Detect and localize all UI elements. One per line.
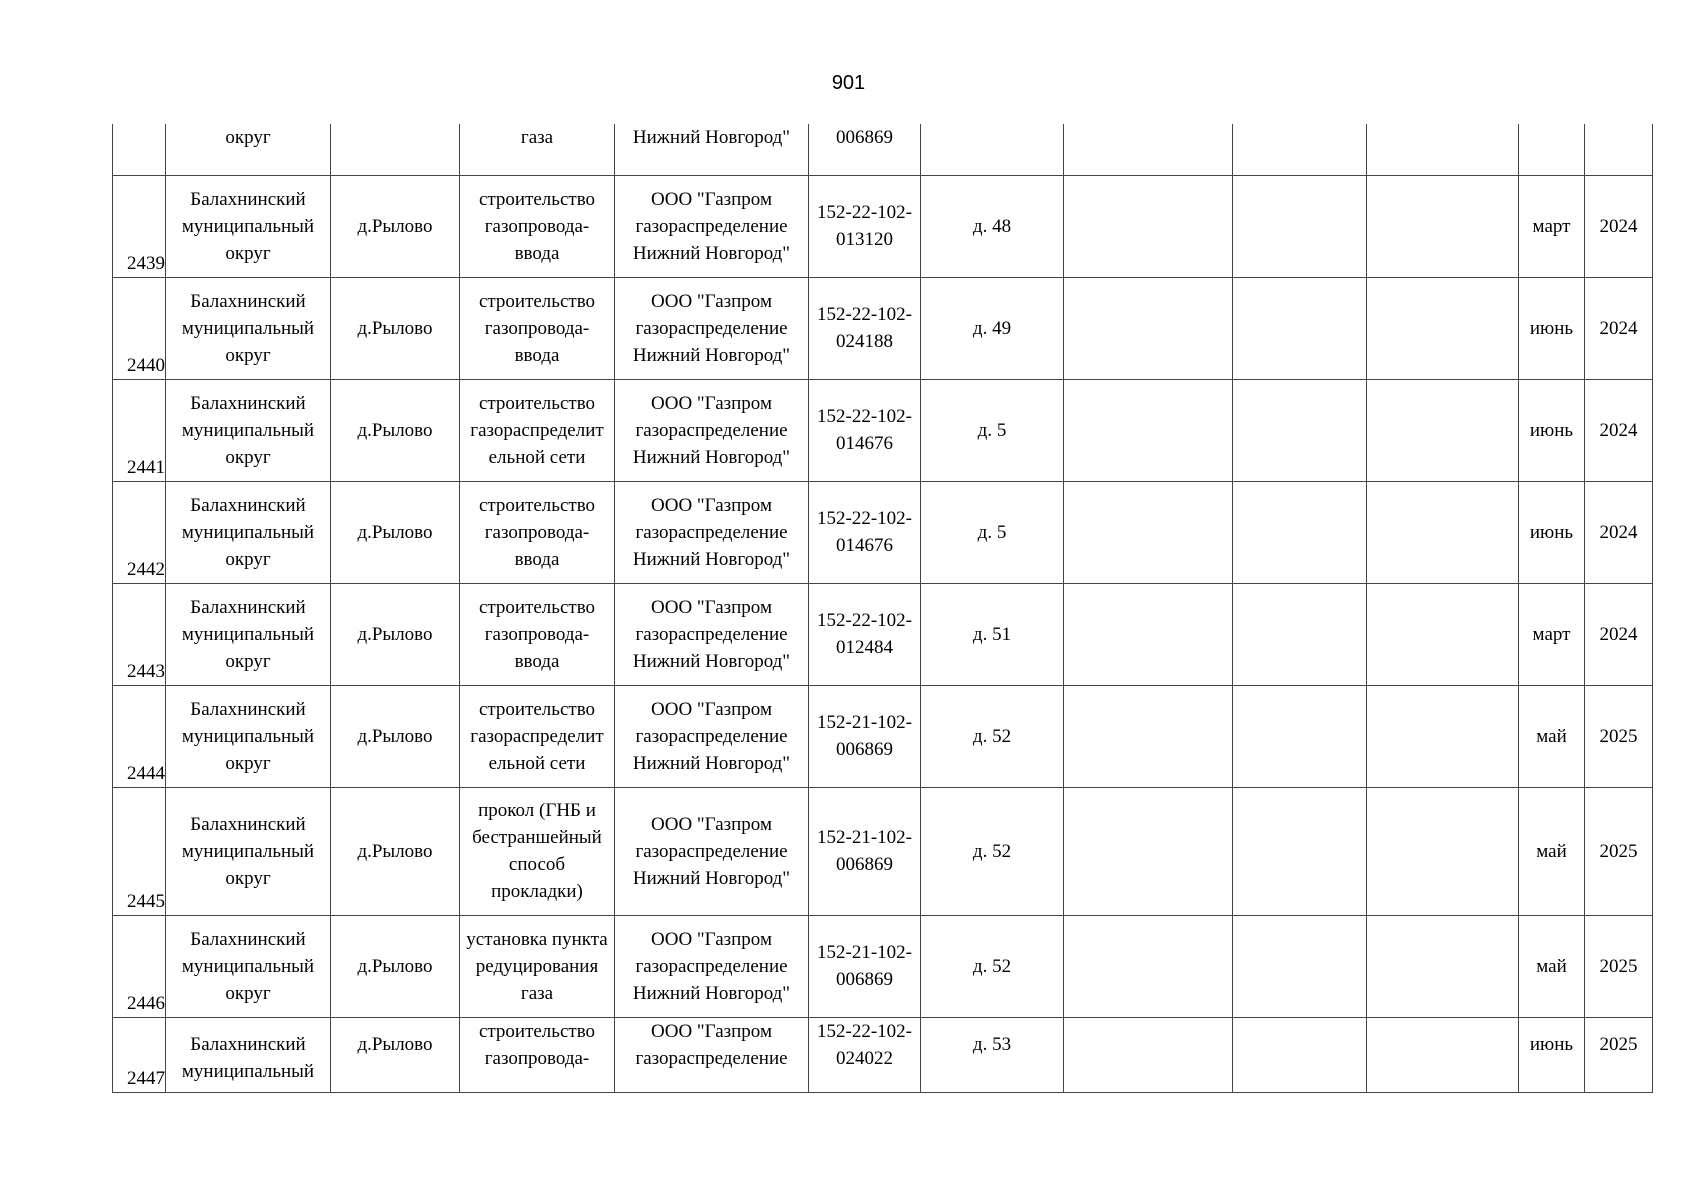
cell-empty xyxy=(1064,175,1233,277)
cell-district xyxy=(166,787,331,915)
cell-month: июнь xyxy=(1519,1017,1585,1092)
cell-year: 2024 xyxy=(1585,277,1653,379)
cell-address: д. 52 xyxy=(921,915,1064,1017)
cell-district-line: округ xyxy=(225,867,271,889)
cell-empty xyxy=(1233,481,1367,583)
table-row xyxy=(113,915,1653,1017)
cell-district xyxy=(166,583,331,685)
cell-organization-line: газораспределение xyxy=(635,623,788,645)
cell-district-line: муниципальный xyxy=(181,725,315,747)
cell-work-type-line: газопровода- xyxy=(484,215,590,237)
cell-document-number-line: 024188 xyxy=(836,331,893,352)
cell-empty xyxy=(1064,915,1233,1017)
cell-year: 2024 xyxy=(1585,583,1653,685)
cell-empty xyxy=(1233,787,1367,915)
cell-organization-line: Нижний Новгород" xyxy=(632,867,791,889)
cell-work-type xyxy=(460,379,615,481)
cell-work-type xyxy=(460,277,615,379)
cell-district-line: муниципальный xyxy=(181,955,315,977)
cell-locality: д.Рылово xyxy=(331,1017,460,1092)
cell-empty xyxy=(1367,685,1519,787)
cell-work-type-line: бестраншейный xyxy=(472,827,602,848)
cell-empty xyxy=(1064,124,1233,175)
cell-num: 2442 xyxy=(113,481,166,583)
table-row xyxy=(113,685,1653,787)
cell-empty xyxy=(1367,379,1519,481)
cell-organization-line: Нижний Новгород" xyxy=(632,982,791,1004)
cell-month: май xyxy=(1519,685,1585,787)
cell-district-line: Балахнинский xyxy=(190,188,306,210)
cell-month: июнь xyxy=(1519,277,1585,379)
cell-organization xyxy=(615,787,809,915)
cell-num: 2441 xyxy=(113,379,166,481)
cell-year: 2024 xyxy=(1585,175,1653,277)
cell-organization xyxy=(615,379,809,481)
cell-empty xyxy=(1367,1017,1519,1092)
cell-organization-line: Нижний Новгород" xyxy=(632,650,791,672)
cell-empty xyxy=(1064,685,1233,787)
cell-work-type-line: строительство xyxy=(478,392,596,414)
cell-month: июнь xyxy=(1519,481,1585,583)
cell-work-type-line: ввода xyxy=(514,548,560,570)
cell-work-type xyxy=(460,175,615,277)
cell-num: 2444 xyxy=(113,685,166,787)
cell-document-number-line: 152-22-102- xyxy=(817,610,912,631)
cell-empty xyxy=(1233,175,1367,277)
cell-work-type-line: установка пункта xyxy=(466,928,608,950)
cell-organization xyxy=(615,175,809,277)
cell-document-number-line: 152-21-102- xyxy=(817,827,912,848)
cell-address: д. 52 xyxy=(921,787,1064,915)
page-number: 901 xyxy=(831,72,866,94)
cell-year xyxy=(1585,124,1653,175)
cell-district-line: округ xyxy=(225,446,271,468)
cell-work-type-line: прокладки) xyxy=(491,881,583,902)
cell-organization-line: Нижний Новгород" xyxy=(632,242,791,264)
cell-document-number xyxy=(809,481,921,583)
cell-document-number xyxy=(809,1017,921,1092)
cell-work-type-line: прокол (ГНБ и xyxy=(478,800,596,821)
cell-month: март xyxy=(1519,175,1585,277)
cell-work-type-line: ввода xyxy=(514,344,560,366)
cell-district-line: округ xyxy=(225,752,271,774)
cell-num: 2445 xyxy=(113,787,166,915)
cell-organization: Нижний Новгород" xyxy=(615,124,809,175)
table-row xyxy=(113,583,1653,685)
cell-district-line: муниципальный xyxy=(181,840,315,862)
cell-organization-line: ООО "Газпром xyxy=(651,392,772,414)
cell-organization-line: ООО "Газпром xyxy=(651,188,772,210)
table-row-continuation xyxy=(113,124,1653,175)
cell-district xyxy=(166,379,331,481)
cell-organization-line: ООО "Газпром xyxy=(651,596,772,618)
cell-work-type-line: газопровода- xyxy=(484,317,590,339)
cell-work-type-line: строительство xyxy=(478,1020,596,1042)
cell-document-number: 006869 xyxy=(809,124,921,175)
cell-address: д. 51 xyxy=(921,583,1064,685)
cell-address: д. 53 xyxy=(921,1017,1064,1092)
cell-document-number-line: 152-21-102- xyxy=(817,712,912,733)
cell-district-line: округ xyxy=(225,344,271,366)
cell-num: 2446 xyxy=(113,915,166,1017)
cell-locality: д.Рылово xyxy=(331,583,460,685)
cell-document-number-line: 006869 xyxy=(836,739,893,760)
cell-address: д. 52 xyxy=(921,685,1064,787)
cell-organization-line: газораспределение xyxy=(635,317,788,339)
cell-num xyxy=(113,124,166,175)
cell-work-type-line: газораспределит xyxy=(470,419,604,441)
cell-organization-line: ООО "Газпром xyxy=(651,928,772,950)
cell-empty xyxy=(1233,685,1367,787)
cell-district: округ xyxy=(166,124,331,175)
cell-work-type xyxy=(460,481,615,583)
cell-empty xyxy=(1367,277,1519,379)
cell-work-type-line: ввода xyxy=(514,650,560,672)
cell-document-number-line: 006869 xyxy=(836,969,893,990)
cell-num: 2439 xyxy=(113,175,166,277)
cell-district xyxy=(166,277,331,379)
cell-work-type-line: газопровода- xyxy=(484,623,590,645)
table-row xyxy=(113,379,1653,481)
cell-document-number xyxy=(809,583,921,685)
cell-empty xyxy=(1233,277,1367,379)
cell-work-type-line: строительство xyxy=(478,698,596,720)
cell-organization-line: газораспределение xyxy=(635,1047,788,1069)
cell-num: 2443 xyxy=(113,583,166,685)
cell-organization-line: Нижний Новгород" xyxy=(632,446,791,468)
cell-organization-line: газораспределение xyxy=(635,419,788,441)
cell-district xyxy=(166,481,331,583)
cell-document-number xyxy=(809,915,921,1017)
cell-work-type-line: строительство xyxy=(478,188,596,210)
cell-organization xyxy=(615,1017,809,1092)
cell-document-number-line: 024022 xyxy=(836,1047,893,1069)
cell-organization-line: ООО "Газпром xyxy=(651,813,772,835)
cell-document-number-line: 012484 xyxy=(836,637,893,658)
cell-address: д. 5 xyxy=(921,379,1064,481)
cell-work-type xyxy=(460,583,615,685)
cell-document-number xyxy=(809,379,921,481)
cell-document-number xyxy=(809,277,921,379)
cell-month: май xyxy=(1519,915,1585,1017)
cell-district-line: муниципальный xyxy=(181,623,315,645)
cell-district-line: муниципальный xyxy=(181,215,315,237)
cell-document-number-line: 014676 xyxy=(836,433,893,454)
cell-work-type: газа xyxy=(460,124,615,175)
cell-month xyxy=(1519,124,1585,175)
cell-organization xyxy=(615,583,809,685)
cell-work-type-line: строительство xyxy=(478,596,596,618)
cell-locality: д.Рылово xyxy=(331,915,460,1017)
cell-locality xyxy=(331,124,460,175)
cell-address: д. 49 xyxy=(921,277,1064,379)
cell-work-type xyxy=(460,685,615,787)
cell-district-line: Балахнинский xyxy=(190,1033,306,1055)
cell-num: 2440 xyxy=(113,277,166,379)
cell-empty xyxy=(1233,583,1367,685)
cell-empty xyxy=(1064,379,1233,481)
table-row xyxy=(113,175,1653,277)
cell-district-line: Балахнинский xyxy=(190,596,306,618)
cell-month: март xyxy=(1519,583,1585,685)
cell-district-line: округ xyxy=(225,242,271,264)
cell-locality: д.Рылово xyxy=(331,277,460,379)
cell-month: июнь xyxy=(1519,379,1585,481)
cell-year: 2025 xyxy=(1585,685,1653,787)
table-row xyxy=(113,481,1653,583)
cell-year: 2025 xyxy=(1585,1017,1653,1092)
cell-work-type-line: газа xyxy=(520,982,554,1004)
cell-document-number-line: 152-22-102- xyxy=(817,508,912,529)
cell-district-line: Балахнинский xyxy=(190,698,306,720)
cell-empty xyxy=(1064,583,1233,685)
cell-district-line: муниципальный xyxy=(181,419,315,441)
cell-organization xyxy=(615,915,809,1017)
cell-organization-line: Нижний Новгород" xyxy=(632,548,791,570)
cell-document-number-line: 152-22-102- xyxy=(817,1020,912,1042)
cell-district-line: муниципальный xyxy=(181,521,315,543)
cell-work-type-line: строительство xyxy=(478,290,596,312)
cell-empty xyxy=(1064,787,1233,915)
cell-empty xyxy=(1367,481,1519,583)
cell-district xyxy=(166,175,331,277)
cell-district-line: муниципальный xyxy=(181,317,315,339)
cell-organization-line: ООО "Газпром xyxy=(651,1020,772,1042)
cell-year: 2025 xyxy=(1585,915,1653,1017)
cell-district-line: округ xyxy=(225,650,271,672)
cell-empty xyxy=(1064,277,1233,379)
cell-year: 2024 xyxy=(1585,379,1653,481)
cell-work-type-line: ельной сети xyxy=(488,752,586,774)
cell-work-type-line: способ xyxy=(508,854,566,875)
cell-organization xyxy=(615,277,809,379)
cell-num: 2447 xyxy=(113,1017,166,1092)
cell-organization-line: газораспределение xyxy=(635,840,788,862)
cell-district-line: округ xyxy=(225,982,271,1004)
cell-organization-line: газораспределение xyxy=(635,725,788,747)
cell-document-number xyxy=(809,175,921,277)
cell-district xyxy=(166,685,331,787)
cell-address xyxy=(921,124,1064,175)
cell-empty xyxy=(1367,787,1519,915)
cell-document-number xyxy=(809,685,921,787)
cell-district-line: Балахнинский xyxy=(190,494,306,516)
register-table xyxy=(112,124,1653,1093)
cell-organization-line: ООО "Газпром xyxy=(651,698,772,720)
cell-organization-line: Нижний Новгород" xyxy=(632,344,791,366)
cell-district-line: округ xyxy=(225,548,271,570)
cell-document-number-line: 013120 xyxy=(836,229,893,250)
cell-district-line: Балахнинский xyxy=(190,813,306,835)
cell-district-line: Балахнинский xyxy=(190,928,306,950)
cell-document-number-line: 152-22-102- xyxy=(817,304,912,325)
cell-empty xyxy=(1233,379,1367,481)
cell-locality: д.Рылово xyxy=(331,481,460,583)
cell-organization xyxy=(615,685,809,787)
cell-address: д. 5 xyxy=(921,481,1064,583)
cell-locality: д.Рылово xyxy=(331,175,460,277)
cell-work-type-line: газораспределит xyxy=(470,725,604,747)
table-row xyxy=(113,277,1653,379)
cell-organization-line: газораспределение xyxy=(635,215,788,237)
cell-organization-line: ООО "Газпром xyxy=(651,494,772,516)
cell-document-number-line: 152-22-102- xyxy=(817,202,912,223)
table-row xyxy=(113,787,1653,915)
cell-empty xyxy=(1233,915,1367,1017)
cell-empty xyxy=(1233,1017,1367,1092)
cell-document-number-line: 006869 xyxy=(836,854,893,875)
cell-year: 2024 xyxy=(1585,481,1653,583)
cell-organization-line: ООО "Газпром xyxy=(651,290,772,312)
cell-empty xyxy=(1367,583,1519,685)
cell-document-number-line: 152-21-102- xyxy=(817,942,912,963)
cell-work-type-line: строительство xyxy=(478,494,596,516)
cell-empty xyxy=(1367,124,1519,175)
cell-district-line: Балахнинский xyxy=(190,392,306,414)
cell-work-type-line: редуцирования xyxy=(475,955,599,977)
cell-locality: д.Рылово xyxy=(331,787,460,915)
cell-district-line: муниципальный xyxy=(181,1060,315,1082)
cell-year: 2025 xyxy=(1585,787,1653,915)
cell-work-type xyxy=(460,787,615,915)
cell-locality: д.Рылово xyxy=(331,685,460,787)
cell-document-number-line: 014676 xyxy=(836,535,893,556)
cell-work-type-line: ельной сети xyxy=(488,446,586,468)
cell-document-number-line: 152-22-102- xyxy=(817,406,912,427)
cell-address: д. 48 xyxy=(921,175,1064,277)
cell-work-type xyxy=(460,1017,615,1092)
cell-month: май xyxy=(1519,787,1585,915)
cell-district xyxy=(166,1017,331,1092)
cell-empty xyxy=(1064,1017,1233,1092)
cell-work-type-line: ввода xyxy=(514,242,560,264)
cell-work-type-line: газопровода- xyxy=(484,1047,590,1069)
cell-empty xyxy=(1233,124,1367,175)
cell-organization-line: газораспределение xyxy=(635,955,788,977)
cell-organization-line: Нижний Новгород" xyxy=(632,752,791,774)
cell-empty xyxy=(1367,175,1519,277)
cell-district xyxy=(166,915,331,1017)
cell-locality: д.Рылово xyxy=(331,379,460,481)
cell-document-number xyxy=(809,787,921,915)
cell-organization-line: газораспределение xyxy=(635,521,788,543)
cell-work-type-line: газопровода- xyxy=(484,521,590,543)
table-row xyxy=(113,1017,1653,1092)
cell-district-line: Балахнинский xyxy=(190,290,306,312)
cell-empty xyxy=(1064,481,1233,583)
cell-organization xyxy=(615,481,809,583)
cell-work-type xyxy=(460,915,615,1017)
table-body xyxy=(113,124,1653,1092)
cell-empty xyxy=(1367,915,1519,1017)
